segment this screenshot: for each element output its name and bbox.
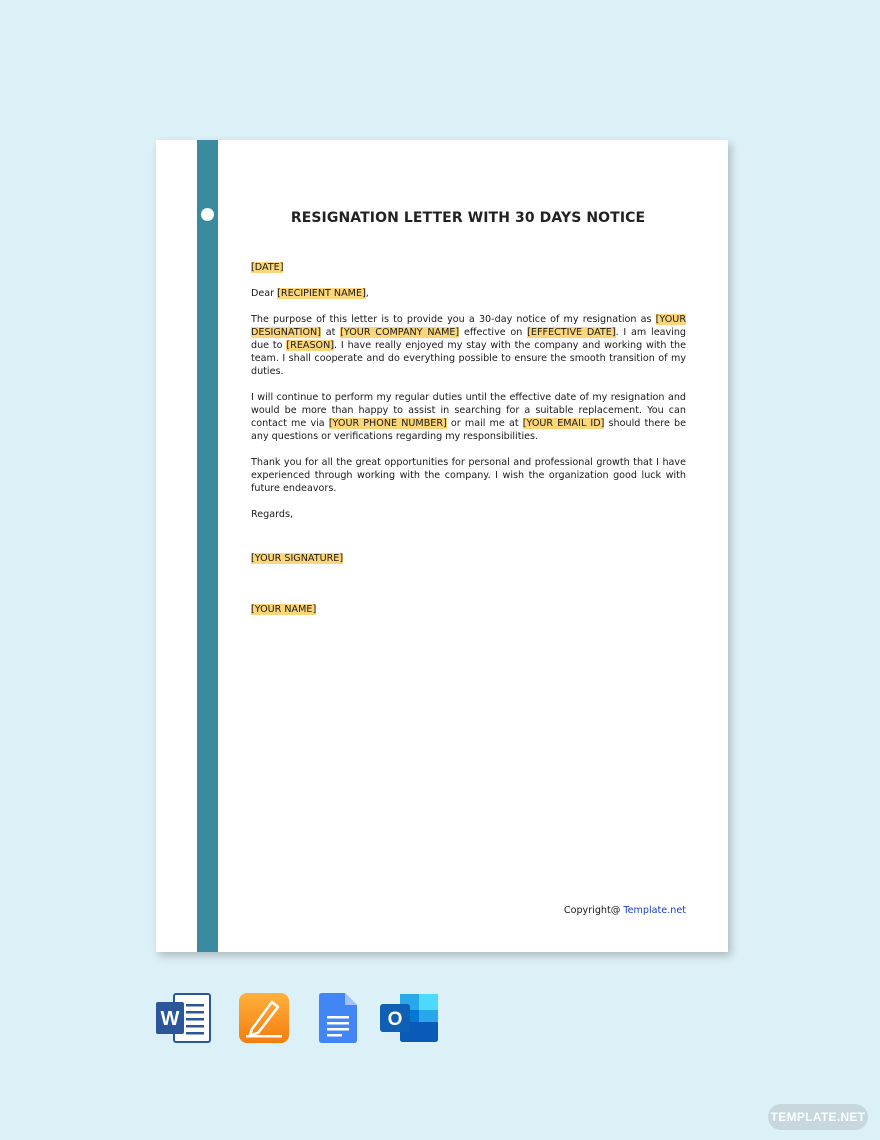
salutation: Dear [RECIPIENT NAME], — [251, 288, 369, 299]
phone-placeholder: [YOUR PHONE NUMBER] — [328, 418, 447, 429]
template-net-badge[interactable]: TEMPLATE.NET — [768, 1104, 868, 1130]
pages-icon[interactable] — [238, 992, 290, 1044]
effective-date-placeholder: [EFFECTIVE DATE] — [527, 327, 616, 338]
google-docs-icon[interactable] — [317, 992, 359, 1044]
copyright-notice: Copyright@ Template.net — [563, 905, 686, 916]
document-page — [156, 140, 728, 952]
email-placeholder: [YOUR EMAIL ID] — [522, 418, 605, 429]
outlook-letter: O — [387, 1009, 403, 1030]
binder-hole — [201, 208, 214, 221]
reason-placeholder: [REASON] — [286, 340, 335, 351]
paragraph-2: I will continue to perform my regular duties until the effective date of my resignation and would be more than happy to assist in searching for a suitable replacement. You can contact me via [YOUR PHONE NUMBER] or mail me at [YOUR EMAIL ID] should there be any questions or verifications regarding my responsibilities. — [251, 392, 687, 442]
date-placeholder: [DATE] — [251, 262, 284, 273]
signature-placeholder: [YOUR SIGNATURE] — [251, 553, 344, 564]
outlook-icon[interactable] — [380, 992, 440, 1044]
date-line — [251, 261, 686, 274]
app-icons-row — [156, 992, 446, 1046]
designation-placeholder: [YOUR DESIGNATION] — [251, 314, 686, 338]
paragraph-3: Thank you for all the great opportunities for personal and professional growth that I have experienced through working with the company. I wish the organization good luck with future endeavors. — [251, 457, 686, 494]
template-link[interactable]: Template.net — [623, 905, 686, 916]
name-line — [251, 603, 686, 616]
name-placeholder: [YOUR NAME] — [251, 604, 317, 615]
closing: Regards, — [251, 509, 294, 520]
paragraph-1: The purpose of this letter is to provide you a 30-day notice of my resignation as [YOUR DESIGNATION] at [YOUR COMPANY NAME] effective on [EFFECTIVE DATE]. I am leaving due to [REASON]. I have really enjoyed my stay with the company and working with the team. I shall cooperate and do everything possible to ensure the smooth transition of my duties. — [251, 314, 686, 377]
signature-line — [251, 552, 686, 565]
recipient-placeholder: [RECIPIENT NAME] — [277, 288, 366, 299]
binder-strip — [197, 140, 218, 952]
company-placeholder: [YOUR COMPANY NAME] — [340, 327, 460, 338]
document-title: RESIGNATION LETTER WITH 30 DAYS NOTICE — [290, 210, 646, 226]
letter-body — [251, 261, 686, 629]
word-letter: W — [160, 1008, 180, 1030]
word-icon[interactable] — [156, 992, 212, 1044]
